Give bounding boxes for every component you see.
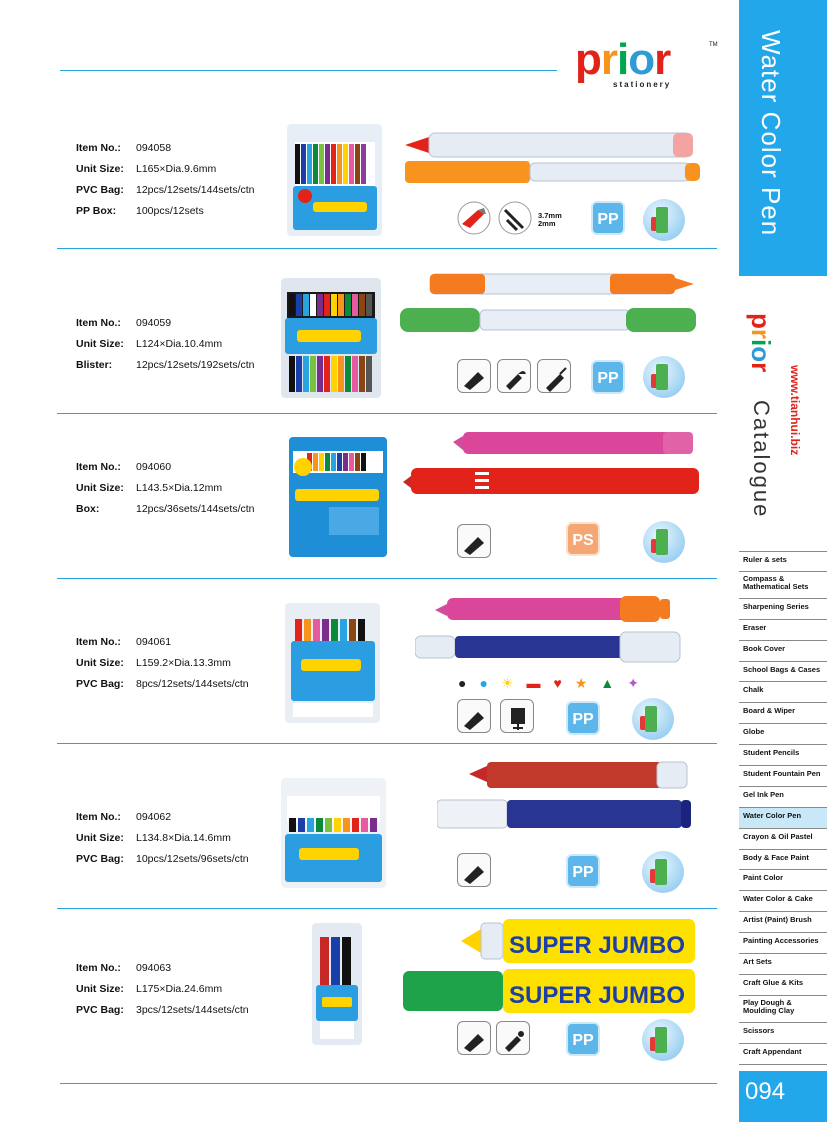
website-link[interactable]: [786, 365, 804, 465]
safety-icon: [643, 356, 685, 398]
broad-tip-icon: [457, 359, 491, 393]
spec-row: [76, 457, 255, 478]
spec-label: Unit Size:: [76, 983, 124, 995]
category-item[interactable]: Book Cover: [739, 641, 827, 662]
category-item[interactable]: Scissors: [739, 1023, 827, 1044]
spec-row: [76, 138, 255, 159]
spec-value: 12pcs/36sets/144sets/ctn: [136, 503, 255, 515]
stamp-shapes: [458, 675, 639, 692]
logo-letter: o: [628, 35, 655, 84]
product-divider: [57, 413, 717, 414]
spec-row: [76, 653, 249, 674]
tip-size-label: 3.7mm 2mm: [538, 211, 562, 228]
spec-label: Unit Size:: [76, 338, 124, 350]
spec-row: [76, 958, 249, 979]
spec-label: Item No.:: [76, 317, 121, 329]
spec-label: Box:: [76, 503, 100, 515]
spec-value: L159.2×Dia.13.3mm: [136, 657, 231, 669]
category-item[interactable]: Crayon & Oil Pastel: [739, 829, 827, 850]
spec-label: Item No.:: [76, 461, 121, 473]
logo-letter: i: [617, 35, 629, 84]
spec-label: Item No.:: [76, 142, 121, 154]
pp-material-badge: PP: [591, 360, 625, 394]
product-divider: [57, 743, 717, 744]
category-item[interactable]: Play Dough & Moulding Clay: [739, 996, 827, 1023]
stamp-tip-icon: [500, 699, 534, 733]
logo-letter: i: [746, 339, 776, 347]
product-package-image: [312, 923, 362, 1045]
category-item[interactable]: Craft Appendant: [739, 1044, 827, 1065]
spec-value: 8pcs/12sets/144sets/ctn: [136, 678, 249, 690]
spec-row: [76, 334, 255, 355]
star-icon: ★: [574, 675, 588, 691]
product-divider: [57, 578, 717, 579]
category-item[interactable]: Sharpening Series: [739, 599, 827, 620]
category-item[interactable]: School Bags & Cases: [739, 662, 827, 683]
sun-icon: ☀: [500, 675, 514, 691]
category-item[interactable]: Globe: [739, 724, 827, 745]
spec-value: L124×Dia.10.4mm: [136, 338, 223, 350]
product-specs: [76, 457, 255, 520]
pen-image: [403, 915, 698, 1015]
butterfly-icon: ✦: [627, 675, 639, 691]
spec-row: [76, 499, 255, 520]
lips-icon: ▬: [526, 675, 541, 691]
broad-tip-icon: [457, 699, 491, 733]
spec-row: [76, 201, 255, 222]
spec-label: PVC Bag:: [76, 1004, 124, 1016]
logo-trademark: TM: [709, 42, 718, 48]
product-package-image: [287, 124, 382, 236]
spec-label: Unit Size:: [76, 832, 124, 844]
product-specs: [76, 313, 255, 376]
category-item[interactable]: Gel Ink Pen: [739, 787, 827, 808]
spec-value: L143.5×Dia.12mm: [136, 482, 223, 494]
fine-tip-icon: [537, 359, 571, 393]
spec-value: 12pcs/12sets/144sets/ctn: [136, 184, 255, 196]
category-item[interactable]: Ruler & sets: [739, 551, 827, 572]
spec-value: L134.8×Dia.14.6mm: [136, 832, 231, 844]
spec-value: 094059: [136, 317, 172, 329]
safety-icon: [643, 521, 685, 563]
prior-logo: [575, 35, 725, 93]
website-text: www.tianhui.biz: [788, 365, 802, 456]
logo-letter: r: [746, 328, 776, 340]
spec-label: PVC Bag:: [76, 678, 124, 690]
spec-label: Item No.:: [76, 636, 121, 648]
safety-icon: [642, 1019, 684, 1061]
product-specs: [76, 138, 255, 222]
product-specs: [76, 807, 249, 870]
ladybug-icon: ●: [458, 675, 467, 691]
category-item[interactable]: Craft Glue & Kits: [739, 975, 827, 996]
section-title-text: Water Color Pen: [756, 30, 786, 237]
spec-label: PVC Bag:: [76, 184, 124, 196]
category-item[interactable]: Student Fountain Pen: [739, 766, 827, 787]
round-tip-icon: [497, 359, 531, 393]
spec-row: [76, 478, 255, 499]
spec-label: Unit Size:: [76, 657, 124, 669]
product-specs: [76, 958, 249, 1021]
product-package-image: [281, 278, 381, 398]
palm-tree-icon: ▲: [600, 675, 615, 691]
spec-row: [76, 828, 249, 849]
logo-letter: r: [600, 35, 618, 84]
broad-tip-icon: [457, 524, 491, 558]
pen-image: [400, 270, 700, 335]
category-nav: [739, 551, 827, 1065]
fine-tip-icon: [497, 200, 533, 236]
catalogue-label: [748, 400, 778, 520]
category-item[interactable]: Water Color & Cake: [739, 891, 827, 912]
category-item[interactable]: Art Sets: [739, 954, 827, 975]
spec-label: PP Box:: [76, 205, 117, 217]
category-item[interactable]: Paint Color: [739, 870, 827, 891]
spec-row: [76, 313, 255, 334]
logo-tagline: stationery: [613, 80, 672, 89]
safety-icon: [643, 199, 685, 241]
broad-tip-icon: [457, 1021, 491, 1055]
category-item-active[interactable]: Water Color Pen: [739, 808, 827, 829]
pen-image: [415, 594, 705, 664]
spec-label: Unit Size:: [76, 163, 124, 175]
spec-value: 094061: [136, 636, 172, 648]
spec-value: 094063: [136, 962, 172, 974]
spec-label: Unit Size:: [76, 482, 124, 494]
pp-material-badge: PP: [566, 1022, 600, 1056]
category-item[interactable]: Chalk: [739, 682, 827, 703]
category-item[interactable]: Board & Wiper: [739, 703, 827, 724]
spec-row: [76, 807, 249, 828]
ps-material-badge: PS: [566, 522, 600, 556]
pp-material-badge: PP: [566, 854, 600, 888]
section-title: [752, 30, 786, 260]
logo-letter: p: [746, 313, 776, 329]
header-rule: [60, 70, 557, 71]
category-item[interactable]: Student Pencils: [739, 745, 827, 766]
logo-letter: r: [746, 362, 776, 373]
spec-label: Item No.:: [76, 811, 121, 823]
heart-icon: ♥: [553, 675, 562, 691]
pen-image: [403, 430, 701, 500]
spec-value: 3pcs/12sets/144sets/ctn: [136, 1004, 249, 1016]
logo-letter: r: [654, 35, 671, 84]
logo-wordmark: [575, 35, 725, 84]
page-number: 094: [745, 1078, 786, 1105]
broad-tip-icon: [457, 853, 491, 887]
spec-row: [76, 632, 249, 653]
product-package-image: [285, 603, 380, 723]
spec-value: 100pcs/12sets: [136, 205, 204, 217]
category-item[interactable]: Compass & Mathematical Sets: [739, 572, 827, 599]
barrel-print: SUPER JUMBO: [509, 982, 686, 1009]
category-item[interactable]: Artist (Paint) Brush: [739, 912, 827, 933]
category-item[interactable]: Body & Face Paint: [739, 850, 827, 871]
product-divider: [57, 908, 717, 909]
product-package-image: [281, 778, 386, 888]
spec-value: 12pcs/12sets/192sets/ctn: [136, 359, 255, 371]
spec-value: 094058: [136, 142, 172, 154]
category-item[interactable]: Eraser: [739, 620, 827, 641]
product-specs: [76, 632, 249, 695]
round-tip-icon: [496, 1021, 530, 1055]
category-item[interactable]: Painting Accessories: [739, 933, 827, 954]
spec-row: [76, 355, 255, 376]
spec-value: 094060: [136, 461, 172, 473]
spec-row: [76, 849, 249, 870]
spec-value: L175×Dia.24.6mm: [136, 983, 223, 995]
footer-rule: [60, 1083, 717, 1084]
spec-row: [76, 979, 249, 1000]
pen-image: [437, 760, 692, 832]
spec-label: PVC Bag:: [76, 853, 124, 865]
spec-value: 094062: [136, 811, 172, 823]
safety-icon: [642, 851, 684, 893]
barrel-print: SUPER JUMBO: [509, 932, 686, 959]
sidebar-logo-word: [745, 313, 776, 372]
product-package-image: [289, 437, 387, 557]
spec-row: [76, 159, 255, 180]
logo-letter: o: [746, 346, 776, 363]
spec-row: [76, 1000, 249, 1021]
paw-icon: ●: [479, 675, 488, 691]
sidebar-logo: [746, 313, 776, 379]
pen-image: [405, 128, 700, 186]
catalogue-text: Catalogue: [749, 400, 774, 519]
brush-tip-icon: [456, 200, 492, 236]
spec-label: Item No.:: [76, 962, 121, 974]
spec-label: Blister:: [76, 359, 113, 371]
logo-letter: p: [575, 35, 601, 84]
spec-value: 10pcs/12sets/96sets/ctn: [136, 853, 249, 865]
product-divider: [57, 248, 717, 249]
spec-row: [76, 674, 249, 695]
spec-row: [76, 180, 255, 201]
pp-material-badge: PP: [566, 701, 600, 735]
spec-value: L165×Dia.9.6mm: [136, 163, 217, 175]
pp-material-badge: PP: [591, 201, 625, 235]
safety-icon: [632, 698, 674, 740]
